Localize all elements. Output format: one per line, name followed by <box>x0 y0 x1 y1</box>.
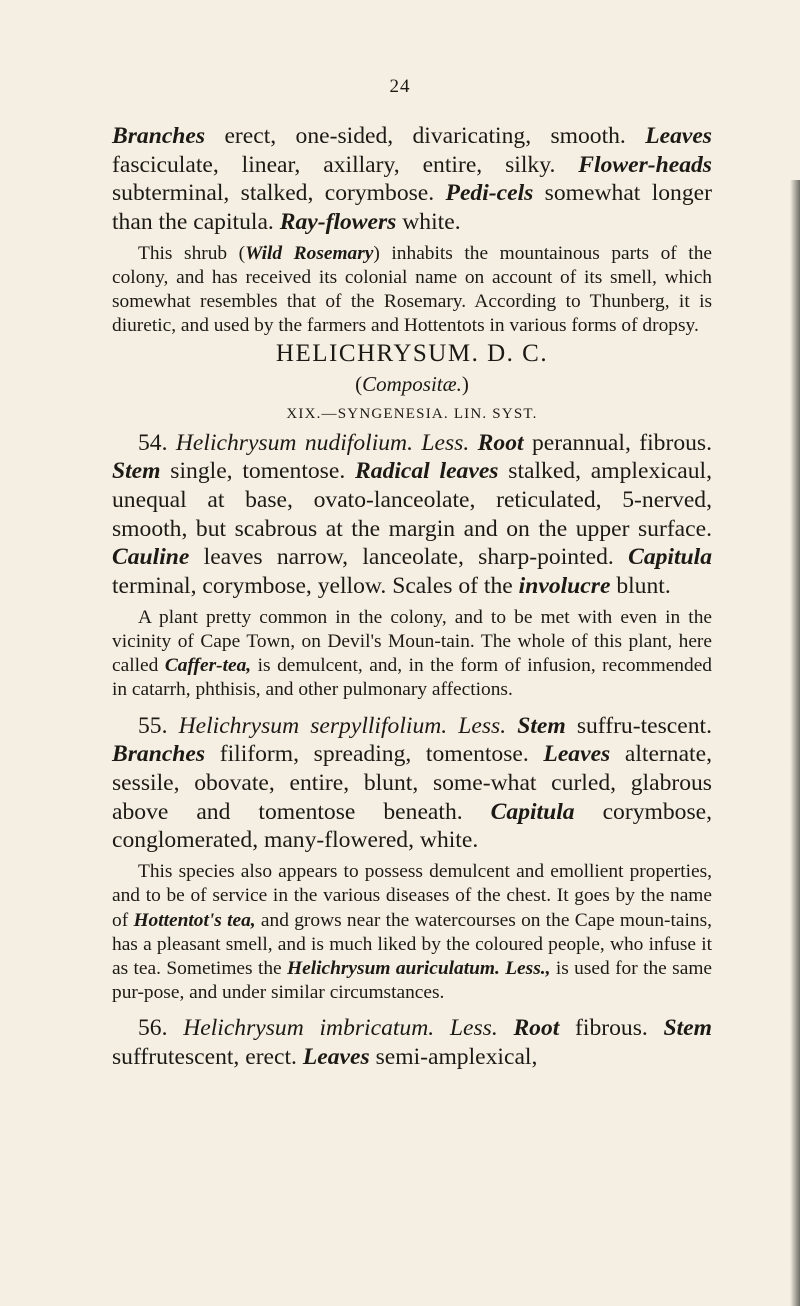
genus-heading: HELICHRYSUM. D. C. <box>275 339 549 367</box>
species-54-note: A plant pretty common in the colony, and to be met with even in the vicinity of Cape Town, on Devil's Moun-tain. The whole of this plant, here called Caffer-tea, is demulcent, and, in the form of infusion, recommended in catarrh, phthisis, and other pulmonary affections. <box>112 606 713 701</box>
species-56-description: 56. Helichrysum imbricatum. Less. Root fibrous. Stem suffrutescent, erect. Leaves semi-amplexical, <box>112 1015 712 1071</box>
page-body <box>112 122 712 1072</box>
species-55-description: 55. Helichrysum serpyllifolium. Less. Stem suffru-tescent. Branches filiform, spreading, tomentose. Leaves alternate, sessile, obovate, entire, blunt, some-what curled, glabrous above and tomentose beneath. Capitula corymbose, conglomerated, many-flowered, white. <box>112 712 713 854</box>
family-heading: (Compositæ.) <box>355 371 469 396</box>
page-edge-shadow <box>790 180 800 1306</box>
paragraph-wild-rosemary-note: This shrub (Wild Rosemary) inhabits the mountainous parts of the colony, and has received its colonial name on account of its smell, which somewhat resembles that of the Rosemary. According to Thunberg, it is diuretic, and used by the farmers and Hottentots in various forms of dropsy. <box>112 242 712 337</box>
species-54-description: 54. Helichrysum nudifolium. Less. Root perannual, fibrous. Stem single, tomentose. Radical leaves stalked, amplexicaul, unequal at base, ovato-lanceolate, reticulated, 5-nerved, smooth, but scabrous at the margin and on the upper surface. Cauline leaves narrow, lanceolate, sharp-pointed. Capitula terminal, corymbose, yellow. Scales of the involucre blunt. <box>112 429 712 600</box>
species-55-note: This species also appears to possess demulcent and emollient properties, and to be of service in the various diseases of the chest. It goes by the name of Hottentot's tea, and grows near the watercourses on the Cape moun-tains, has a pleasant smell, and is much liked by the coloured people, who infuse it as tea. Sometimes the Helichrysum auriculatum. Less., is used for the same pur-pose, and under similar circumstances. <box>112 861 713 1004</box>
page-number: 24 <box>389 76 411 97</box>
system-heading: XIX.—SYNGENESIA. LIN. SYST. <box>286 405 538 422</box>
paragraph-branches-description: Branches erect, one-sided, divaricating, smooth. Leaves fasciculate, linear, axillary, entire, silky. Flower-heads subterminal, stalked, corymbose. Pedi-cels somewhat longer than the capitula. Ray-flowers white. <box>112 123 712 236</box>
